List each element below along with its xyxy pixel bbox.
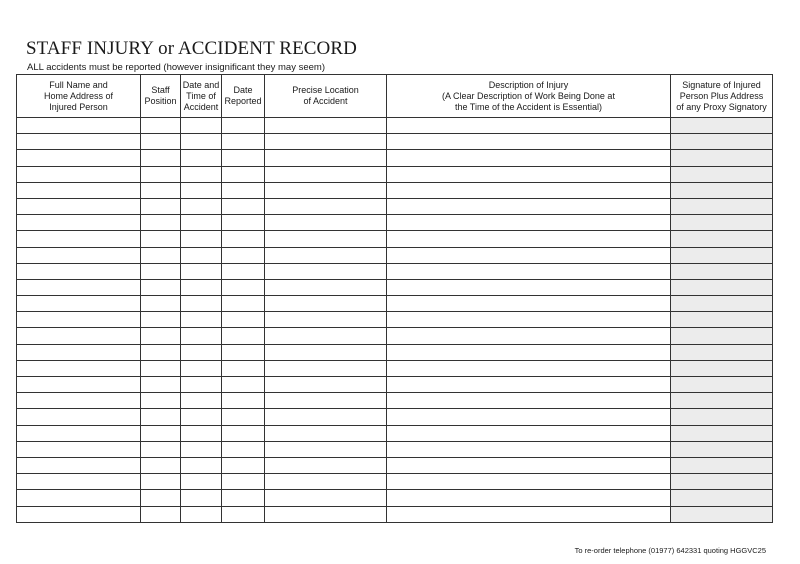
- table-cell[interactable]: [387, 231, 671, 247]
- table-cell[interactable]: [387, 182, 671, 198]
- column-header-signature: Signature of Injured Person Plus Address of any Proxy Signatory: [671, 75, 773, 118]
- reorder-footer: To re-order telephone (01977) 642331 quoting HGGVC25: [574, 546, 766, 555]
- table-cell[interactable]: [387, 506, 671, 522]
- column-header-location: Precise Location of Accident: [265, 75, 387, 118]
- table-row: [17, 134, 773, 150]
- table-cell[interactable]: [181, 441, 222, 457]
- table-cell[interactable]: [17, 263, 141, 279]
- table-cell[interactable]: [265, 198, 387, 214]
- table-cell[interactable]: [181, 296, 222, 312]
- table-cell[interactable]: [265, 150, 387, 166]
- table-cell[interactable]: [222, 360, 265, 376]
- table-cell[interactable]: [387, 296, 671, 312]
- table-cell[interactable]: [265, 328, 387, 344]
- table-cell[interactable]: [265, 409, 387, 425]
- table-row: [17, 118, 773, 134]
- table-cell[interactable]: [141, 441, 181, 457]
- table-cell[interactable]: [17, 118, 141, 134]
- table-cell[interactable]: [17, 393, 141, 409]
- table-cell[interactable]: [181, 215, 222, 231]
- table-cell[interactable]: [141, 312, 181, 328]
- table-cell[interactable]: [222, 474, 265, 490]
- table-cell[interactable]: [222, 247, 265, 263]
- table-cell[interactable]: [671, 393, 773, 409]
- column-header-date-time-accident: Date and Time of Accident: [181, 75, 222, 118]
- table-cell[interactable]: [671, 134, 773, 150]
- table-cell[interactable]: [671, 150, 773, 166]
- table-cell[interactable]: [222, 425, 265, 441]
- table-cell[interactable]: [141, 457, 181, 473]
- table-cell[interactable]: [181, 344, 222, 360]
- table-cell[interactable]: [141, 279, 181, 295]
- table-cell[interactable]: [141, 150, 181, 166]
- table-cell[interactable]: [387, 441, 671, 457]
- table-cell[interactable]: [17, 215, 141, 231]
- table-cell[interactable]: [141, 393, 181, 409]
- table-cell[interactable]: [17, 328, 141, 344]
- table-row: [17, 263, 773, 279]
- table-cell[interactable]: [222, 182, 265, 198]
- table-cell[interactable]: [671, 231, 773, 247]
- table-cell[interactable]: [141, 296, 181, 312]
- table-cell[interactable]: [141, 263, 181, 279]
- table-cell[interactable]: [181, 490, 222, 506]
- table-cell[interactable]: [265, 279, 387, 295]
- table-cell[interactable]: [222, 344, 265, 360]
- table-cell[interactable]: [222, 409, 265, 425]
- table-cell[interactable]: [387, 393, 671, 409]
- table-cell[interactable]: [17, 344, 141, 360]
- table-cell[interactable]: [17, 231, 141, 247]
- table-cell[interactable]: [17, 441, 141, 457]
- record-rows: [17, 118, 773, 523]
- table-cell[interactable]: [265, 312, 387, 328]
- table-cell[interactable]: [671, 182, 773, 198]
- table-row: [17, 409, 773, 425]
- table-cell[interactable]: [387, 118, 671, 134]
- table-cell[interactable]: [181, 457, 222, 473]
- table-cell[interactable]: [387, 474, 671, 490]
- table-cell[interactable]: [141, 198, 181, 214]
- table-row: [17, 474, 773, 490]
- table-cell[interactable]: [17, 409, 141, 425]
- table-row: [17, 506, 773, 522]
- table-cell[interactable]: [387, 360, 671, 376]
- table-cell[interactable]: [141, 377, 181, 393]
- column-header-date-reported: Date Reported: [222, 75, 265, 118]
- table-row: [17, 150, 773, 166]
- table-cell[interactable]: [265, 457, 387, 473]
- table-cell[interactable]: [265, 490, 387, 506]
- column-header-staff-position: Staff Position: [141, 75, 181, 118]
- page-subtitle: ALL accidents must be reported (however insignificant they may seem): [27, 62, 325, 73]
- table-cell[interactable]: [671, 118, 773, 134]
- table-cell[interactable]: [671, 425, 773, 441]
- table-cell[interactable]: [222, 490, 265, 506]
- table-cell[interactable]: [222, 296, 265, 312]
- table-cell[interactable]: [17, 360, 141, 376]
- table-cell[interactable]: [265, 118, 387, 134]
- table-cell[interactable]: [141, 215, 181, 231]
- table-cell[interactable]: [17, 457, 141, 473]
- table-cell[interactable]: [222, 312, 265, 328]
- table-row: [17, 393, 773, 409]
- table-row: [17, 441, 773, 457]
- table-cell[interactable]: [181, 474, 222, 490]
- table-cell[interactable]: [387, 134, 671, 150]
- table-cell[interactable]: [17, 247, 141, 263]
- table-cell[interactable]: [671, 247, 773, 263]
- table-cell[interactable]: [141, 182, 181, 198]
- table-cell[interactable]: [265, 247, 387, 263]
- table-cell[interactable]: [387, 490, 671, 506]
- table-cell[interactable]: [141, 344, 181, 360]
- table-cell[interactable]: [181, 409, 222, 425]
- table-cell[interactable]: [141, 474, 181, 490]
- table-cell[interactable]: [141, 247, 181, 263]
- table-cell[interactable]: [181, 425, 222, 441]
- table-cell[interactable]: [265, 360, 387, 376]
- table-cell[interactable]: [17, 182, 141, 198]
- table-cell[interactable]: [671, 474, 773, 490]
- table-cell[interactable]: [141, 490, 181, 506]
- table-cell[interactable]: [181, 279, 222, 295]
- table-cell[interactable]: [265, 474, 387, 490]
- table-cell[interactable]: [222, 441, 265, 457]
- table-cell[interactable]: [141, 166, 181, 182]
- column-header-full-name: Full Name and Home Address of Injured Person: [17, 75, 141, 118]
- table-cell[interactable]: [17, 474, 141, 490]
- table-cell[interactable]: [17, 312, 141, 328]
- table-cell[interactable]: [141, 118, 181, 134]
- table-cell[interactable]: [265, 377, 387, 393]
- table-cell[interactable]: [671, 198, 773, 214]
- table-cell[interactable]: [265, 506, 387, 522]
- table-cell[interactable]: [17, 506, 141, 522]
- table-cell[interactable]: [265, 166, 387, 182]
- table-cell[interactable]: [265, 231, 387, 247]
- column-header-description: Description of Injury (A Clear Description of Work Being Done at the Time of the Accident is Essential): [387, 75, 671, 118]
- table-cell[interactable]: [671, 215, 773, 231]
- table-cell[interactable]: [222, 393, 265, 409]
- table-cell[interactable]: [17, 134, 141, 150]
- table-cell[interactable]: [181, 328, 222, 344]
- table-row: [17, 360, 773, 376]
- table-cell[interactable]: [671, 409, 773, 425]
- table-cell[interactable]: [17, 198, 141, 214]
- table-cell[interactable]: [671, 377, 773, 393]
- table-cell[interactable]: [181, 150, 222, 166]
- table-cell[interactable]: [265, 182, 387, 198]
- table-cell[interactable]: [181, 134, 222, 150]
- table-cell[interactable]: [17, 425, 141, 441]
- table-row: [17, 247, 773, 263]
- table-cell[interactable]: [17, 166, 141, 182]
- table-cell[interactable]: [387, 409, 671, 425]
- table-cell[interactable]: [141, 328, 181, 344]
- table-cell[interactable]: [222, 134, 265, 150]
- table-row: [17, 296, 773, 312]
- table-cell[interactable]: [387, 166, 671, 182]
- table-cell[interactable]: [181, 247, 222, 263]
- table-cell[interactable]: [181, 166, 222, 182]
- table-cell[interactable]: [265, 393, 387, 409]
- table-cell[interactable]: [671, 360, 773, 376]
- table-row: [17, 215, 773, 231]
- table-cell[interactable]: [671, 312, 773, 328]
- table-cell[interactable]: [141, 134, 181, 150]
- header-row: [17, 75, 773, 118]
- table-row: [17, 231, 773, 247]
- table-cell[interactable]: [222, 457, 265, 473]
- table-cell[interactable]: [387, 215, 671, 231]
- table-cell[interactable]: [387, 279, 671, 295]
- table-cell[interactable]: [265, 134, 387, 150]
- table-cell[interactable]: [181, 393, 222, 409]
- table-cell[interactable]: [265, 441, 387, 457]
- injury-record-table: [16, 74, 773, 523]
- table-cell[interactable]: [222, 215, 265, 231]
- table-cell[interactable]: [141, 231, 181, 247]
- table-row: [17, 182, 773, 198]
- table-row: [17, 166, 773, 182]
- table-cell[interactable]: [181, 377, 222, 393]
- table-cell[interactable]: [671, 457, 773, 473]
- table-row: [17, 312, 773, 328]
- table-cell[interactable]: [387, 377, 671, 393]
- table-cell[interactable]: [265, 263, 387, 279]
- table-row: [17, 457, 773, 473]
- table-cell[interactable]: [387, 457, 671, 473]
- table-cell[interactable]: [265, 425, 387, 441]
- table-cell[interactable]: [222, 166, 265, 182]
- table-cell[interactable]: [141, 425, 181, 441]
- table-row: [17, 328, 773, 344]
- table-cell[interactable]: [387, 247, 671, 263]
- table-cell[interactable]: [222, 506, 265, 522]
- table-cell[interactable]: [387, 198, 671, 214]
- table-cell[interactable]: [387, 263, 671, 279]
- table-cell[interactable]: [222, 279, 265, 295]
- table-cell[interactable]: [181, 198, 222, 214]
- table-row: [17, 344, 773, 360]
- table-cell[interactable]: [387, 150, 671, 166]
- table-cell[interactable]: [222, 328, 265, 344]
- table-cell[interactable]: [17, 490, 141, 506]
- table-cell[interactable]: [387, 328, 671, 344]
- table-cell[interactable]: [671, 441, 773, 457]
- table-row: [17, 377, 773, 393]
- table-cell[interactable]: [671, 279, 773, 295]
- table-cell[interactable]: [181, 312, 222, 328]
- table-cell[interactable]: [17, 377, 141, 393]
- table-cell[interactable]: [387, 425, 671, 441]
- table-cell[interactable]: [387, 344, 671, 360]
- table-cell[interactable]: [181, 263, 222, 279]
- table-cell[interactable]: [265, 344, 387, 360]
- table-cell[interactable]: [141, 409, 181, 425]
- table-cell[interactable]: [17, 296, 141, 312]
- table-cell[interactable]: [141, 506, 181, 522]
- table-cell[interactable]: [671, 263, 773, 279]
- table-cell[interactable]: [181, 182, 222, 198]
- table-cell[interactable]: [181, 506, 222, 522]
- table-cell[interactable]: [671, 166, 773, 182]
- table-cell[interactable]: [222, 198, 265, 214]
- table-cell[interactable]: [181, 360, 222, 376]
- table-cell[interactable]: [671, 296, 773, 312]
- table-cell[interactable]: [671, 344, 773, 360]
- table-cell[interactable]: [141, 360, 181, 376]
- table-row: [17, 279, 773, 295]
- table-cell[interactable]: [17, 279, 141, 295]
- table-cell[interactable]: [17, 150, 141, 166]
- table-row: [17, 490, 773, 506]
- table-cell[interactable]: [222, 263, 265, 279]
- table-cell[interactable]: [265, 215, 387, 231]
- table-row: [17, 198, 773, 214]
- table-cell[interactable]: [181, 231, 222, 247]
- table-cell[interactable]: [671, 490, 773, 506]
- table-cell[interactable]: [222, 231, 265, 247]
- table-cell[interactable]: [222, 118, 265, 134]
- table-cell[interactable]: [265, 296, 387, 312]
- table-cell[interactable]: [181, 118, 222, 134]
- table-cell[interactable]: [387, 312, 671, 328]
- table-cell[interactable]: [222, 150, 265, 166]
- table-cell[interactable]: [671, 328, 773, 344]
- table-cell[interactable]: [222, 377, 265, 393]
- page-title: STAFF INJURY or ACCIDENT RECORD: [26, 38, 357, 59]
- table-cell[interactable]: [671, 506, 773, 522]
- table-row: [17, 425, 773, 441]
